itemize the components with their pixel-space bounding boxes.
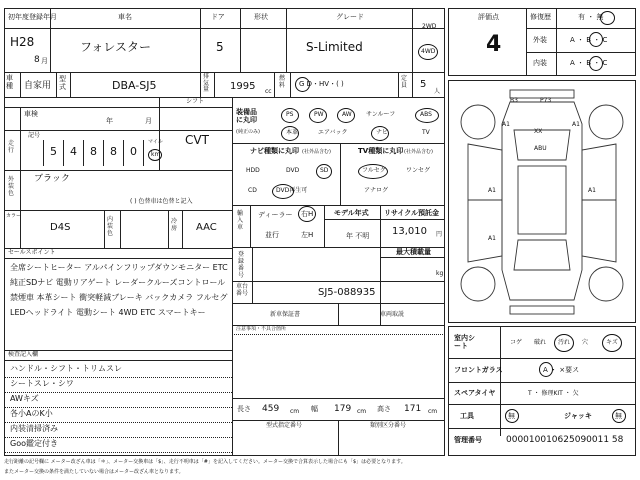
spare-tire-values: T ・ 修理KIT ・ 欠 [528, 390, 579, 397]
doors-label: ドア [211, 13, 225, 21]
displacement-label: 排気量 [203, 73, 210, 94]
height-label: 高さ [377, 405, 391, 413]
interior-label: 内装 [533, 59, 547, 67]
car-name-label: 車名 [118, 13, 132, 21]
color-change-note: ( ) 色替車は色替と記入 [130, 198, 193, 205]
equipment-item: ナビ [376, 129, 389, 136]
interior-values: A ・ B ・ C [570, 59, 608, 67]
mgmt-no: 000010010625090011 58 [506, 435, 624, 445]
drive-4wd: 4WD [421, 48, 436, 55]
width-label: 幅 [311, 405, 318, 413]
length-unit: cm [290, 408, 300, 415]
odometer-digit: 0 [130, 145, 137, 158]
seat-item: キズ [606, 339, 618, 346]
recycle-value: 13,010 [392, 226, 427, 237]
equipment-item: PW [314, 111, 324, 118]
equipment-item: サンルーフ [366, 111, 396, 118]
exterior-values: A ・ B ・ C [570, 36, 608, 44]
category: 自家用 [24, 81, 52, 91]
inspection-rule [4, 392, 232, 393]
height: 171 [404, 404, 422, 414]
interior-color-label: 内装色 [107, 216, 114, 238]
category-label: 車種 [6, 74, 13, 90]
travel-label: 走行 [8, 140, 15, 155]
front-glass-values: A ・ ×要ス [543, 366, 580, 374]
inspection-rule [4, 407, 232, 408]
drive-2wd: 2WD [422, 23, 437, 30]
repair-values: 有 ・ 無 [578, 13, 604, 21]
diagram-label-a1-left: A1 [488, 187, 496, 194]
recycle-label: リサイクル預託金 [384, 209, 440, 217]
model-year-label: モデル年式 [334, 209, 369, 217]
tv-title: TV種類に丸印 [358, 147, 404, 155]
diagram-label-abu: ABU [534, 145, 547, 152]
odometer-digit: 5 [50, 145, 57, 158]
diagram-label-a1-right: A1 [588, 187, 596, 194]
score: 4 [486, 32, 502, 57]
tools-value: 無 [508, 412, 515, 420]
length-label: 長さ [237, 405, 251, 413]
reg-month-unit: 月 [41, 57, 48, 65]
sales-point-line: LEDヘッドライト 電動シート 4WD ETC スマートキー [10, 308, 206, 317]
odometer-digit: 4 [70, 145, 77, 158]
import-label: 輸入車 [237, 210, 244, 232]
exterior-label: 外装 [533, 36, 547, 44]
tv-item: アナログ [364, 187, 389, 194]
navi-item: SD [320, 167, 329, 174]
inspection-line: Goo鑑定付き [10, 439, 58, 448]
width: 179 [334, 404, 352, 414]
capacity-unit: 人 [434, 88, 441, 95]
diagram-label-a1-tr: A1 [572, 121, 580, 128]
model-label: 型式 [59, 75, 66, 91]
seat-item: 穴 [582, 339, 589, 346]
tv-item: ワンセグ [406, 167, 431, 174]
color-code: D4S [50, 222, 71, 233]
length: 459 [262, 404, 280, 414]
recycle-unit: 円 [436, 231, 443, 238]
km-label: km [151, 151, 161, 158]
tv-note: (社外品含む) [404, 149, 433, 155]
diagram-label-xx: XX [534, 128, 543, 135]
inspection-rule [4, 452, 232, 453]
doors: 5 [216, 40, 224, 54]
capacity: 5 [420, 79, 427, 90]
diagram-label-a1-bottom: A1 [488, 235, 496, 242]
navi-item: DVD再生可 [276, 187, 308, 194]
ac-label: 冷房 [171, 218, 178, 233]
mgmt-no-label: 管理番号 [454, 436, 482, 444]
displacement-unit: cc [265, 88, 272, 95]
equipment-subtitle: (純正のみ) [236, 129, 260, 135]
handle-right: 右H [301, 210, 314, 218]
equipment-item: 本革 [286, 129, 299, 136]
height-unit: cm [428, 408, 438, 415]
parallel-label: 並行 [265, 231, 279, 239]
diagram-label-a1-tl: A1 [502, 121, 510, 128]
odometer-digit: 8 [90, 145, 97, 158]
odometer-digit: 8 [110, 145, 117, 158]
max-load-label: 最大積載量 [396, 248, 431, 256]
mile-label: マイル [148, 139, 163, 145]
odometer-digit-cell [24, 140, 44, 166]
grade: S-Limited [306, 40, 363, 54]
capacity-label: 定員 [401, 75, 408, 89]
equipment-item: PS [286, 111, 294, 118]
navi-item: CD [248, 187, 257, 194]
shift-label: シフト [186, 98, 205, 105]
reg-no-label: 登録番号 [238, 251, 245, 279]
reg-year-label: 初年度登録年月 [8, 13, 57, 21]
equipment-title: 装備品に丸印 [236, 108, 257, 125]
footer-line1: 走行距離の記号欄に メーター改ざん車は「＊」、メーター交換車は「$」、走行不明車は「#」を記入してください。メーター交換で合算表示した場合にも「$」は必要となります。 [4, 459, 406, 465]
inspection-rule [4, 422, 232, 423]
grade-label: グレード [336, 13, 364, 21]
fuel-options: G D・HV・( ) [299, 80, 344, 88]
model: DBA-SJ5 [112, 79, 157, 92]
inspection-line: ハンドル・シフト・トリムスレ [10, 364, 122, 373]
chassis-value: SJ5-088935 [318, 287, 376, 298]
seat-item: 汚れ [558, 339, 571, 346]
month-label: 月 [145, 117, 152, 125]
footer-line2: またメーター交換の条件を満たしていない場合はメーター改ざん車となります。 [4, 469, 184, 475]
displacement: 1995 [230, 81, 256, 92]
jack-value: 無 [615, 412, 622, 420]
inspection-rule [4, 377, 232, 378]
handle-left: 左H [301, 231, 314, 239]
front-glass-label: フロントガラス [454, 366, 503, 374]
dealer-label: ディーラー [258, 211, 293, 219]
reg-era: H28 [10, 35, 35, 49]
jack-label: ジャッキ [564, 412, 592, 420]
manual: 車両取説 [380, 311, 405, 318]
reg-month: 8 [34, 55, 40, 65]
fuel-label: 燃料 [279, 75, 286, 89]
color-code-label: カラー [6, 213, 22, 219]
equipment-item: TV [422, 129, 430, 136]
vehicle-inspection-label: 車検 [24, 110, 38, 118]
diagram-label-b3: B3 [510, 97, 518, 104]
sales-point-line: 全席シートヒーター アルパインフリップダウンモニター ETC [10, 263, 228, 272]
inspection-line: 内装清掃済み [10, 424, 58, 433]
width-unit: cm [357, 408, 367, 415]
sales-point-line: 禁煙車 本革シート 衝突軽減ブレーキ バックカメラ フルセグ [10, 293, 228, 302]
tv-item: フルセグ [362, 167, 386, 174]
new-warranty: 新車保証書 [270, 311, 301, 318]
chassis-label: 車台番号 [236, 283, 249, 297]
spare-tire-label: スペアタイヤ [454, 389, 496, 397]
type-no-label: 型式指定番号 [266, 422, 303, 429]
exterior-color-label: 外装色 [8, 176, 15, 198]
interior-seat-label: 室内シート [454, 334, 475, 351]
year-label: 年 [106, 117, 113, 125]
ac-value: AAC [196, 222, 217, 233]
inspection-label: 検査記入欄 [8, 351, 39, 358]
tools-label: 工具 [460, 412, 474, 420]
exterior-color: ブラック [34, 174, 70, 184]
seat-item: 破れ [534, 339, 547, 346]
car-name: フォレスター [80, 40, 152, 54]
inspection-line: 各小AのK小 [10, 409, 53, 418]
equipment-item: AW [342, 111, 352, 118]
score-label: 評価点 [478, 13, 499, 21]
seat-item: コゲ [510, 339, 523, 346]
navi-note: (社外品含む) [302, 149, 331, 155]
diagram-label-p73: P73 [540, 97, 552, 104]
equipment-item: ABS [420, 111, 432, 118]
transmission: CVT [185, 133, 209, 147]
sales-point-line: 純正SDナビ 電動リアゲート レーダークルーズコントロール [10, 278, 226, 287]
inspection-line: AWキズ [10, 394, 39, 403]
navi-item: HDD [246, 167, 260, 174]
class-no-label: 類別区分番号 [370, 422, 407, 429]
max-load-unit: kg [436, 270, 444, 277]
shape-label: 形状 [254, 13, 268, 21]
car-diagram [448, 80, 636, 323]
navi-title: ナビ種類に丸印 [250, 147, 299, 155]
repair-label: 修復歴 [530, 13, 551, 21]
navi-item: DVD [286, 167, 300, 174]
record-label: 記号 [28, 132, 41, 139]
equipment-item: エアバック [318, 129, 348, 136]
inspection-rule [4, 437, 232, 438]
notes-label: 注意事項・不具合箇所 [236, 326, 287, 332]
model-year-values: 年 不明 [346, 232, 370, 240]
inspection-line: シートスレ・シワ [10, 379, 74, 388]
sales-points-label: セールスポイント [8, 249, 56, 256]
